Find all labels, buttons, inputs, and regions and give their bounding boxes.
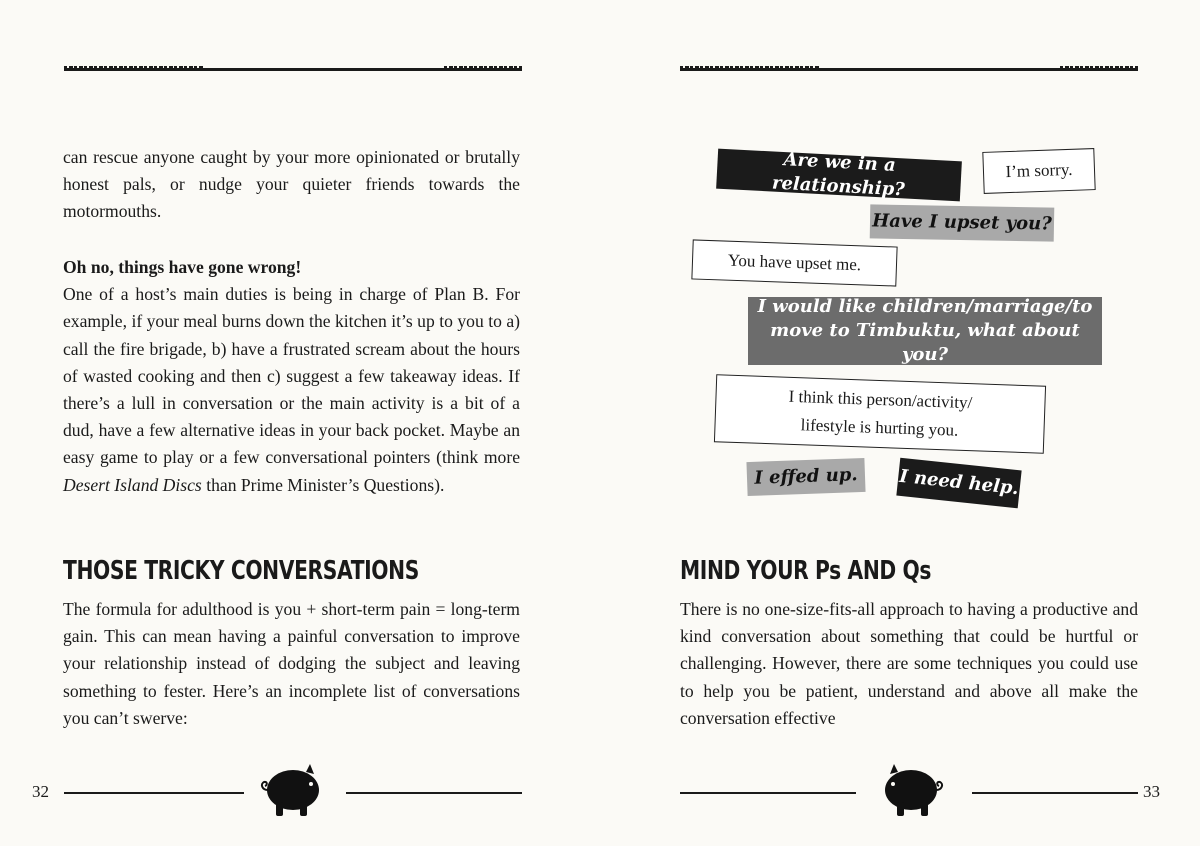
footer-rule-left: [64, 792, 244, 794]
piggy-bank-icon: [880, 762, 946, 818]
page-number: 32: [32, 782, 49, 801]
plan-b-paragraph: One of a host’s main duties is being in charge of Plan B. For example, if your meal burns down the kitchen it’s up to you to a) call the fire brigade, b) have a frustrated scream about the hours of wasted cooking and then c) suggest a few takeaway ideas. If there’s a lull in conversation or the main activity is a bit of a dud, have a few alternative ideas in your back pocket. Maybe an easy game to play or a few conversational pointers (think more Desert Island Discs than Prime Minister’s Questions).: [63, 284, 520, 495]
header-rule: [64, 68, 522, 71]
footer-rule-right: [680, 792, 856, 794]
header-rule: [680, 68, 1138, 71]
footer-rule-left-2: [346, 792, 522, 794]
section-heading-tricky: THOSE TRICKY CONVERSATIONS: [63, 556, 419, 586]
label-relationship: Are we in a relationship?: [716, 149, 962, 202]
label-sorry: I’m sorry.: [982, 148, 1095, 194]
footer-rule-right-2: [972, 792, 1138, 794]
subheading: Oh no, things have gone wrong!: [63, 257, 302, 277]
page-number: 33: [1143, 782, 1160, 801]
label-need-help: I need help.: [896, 458, 1021, 509]
tricky-paragraph: The formula for adulthood is you + short-term pain = long-term gain. This can mean having a painful conversation to improve your relationship instead of dodging the subject and leaving something to fester. Here’s an incomplete list of conversations you can’t swerve:: [63, 599, 520, 728]
label-children: I would like children/marriage/to move to Timbuktu, what about you?: [748, 297, 1102, 365]
label-upset-me: You have upset me.: [691, 239, 897, 286]
right-page: [600, 0, 1200, 846]
label-upset-question: Have I upset you?: [870, 204, 1055, 241]
ps-qs-paragraph: There is no one-size-fits-all approach to having a productive and kind conversation about something that could be hurtful or challenging. However, there are some techniques you could use to help you be patient, understand and above all make the conversation effective: [680, 599, 1138, 728]
section-heading-ps-qs: MIND YOUR Ps AND Qs: [680, 556, 932, 586]
label-effed-up: I effed up.: [746, 458, 865, 496]
plan-b-section: [63, 254, 520, 499]
label-hurting: I think this person/activity/ lifestyle is hurting you.: [714, 374, 1046, 453]
intro-paragraph: can rescue anyone caught by your more opinionated or brutally honest pals, or nudge your quieter friends towards the motormouths.: [63, 147, 520, 222]
piggy-bank-icon: [258, 762, 324, 818]
